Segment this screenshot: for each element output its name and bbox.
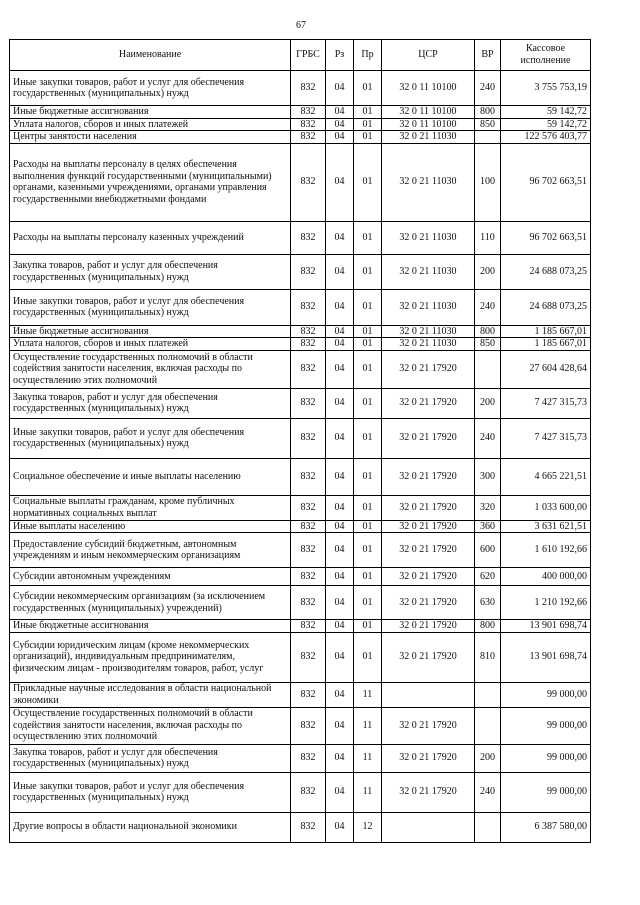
cell-grbs: 832 bbox=[291, 254, 326, 289]
cell-name: Осуществление государственных полномочий в области содействия занятости населения, включая расходы по осуществлению этих полномочий bbox=[10, 350, 291, 388]
cell-amount: 3 755 753,19 bbox=[501, 71, 591, 106]
cell-rz: 04 bbox=[326, 118, 354, 131]
cell-csr: 32 0 21 17920 bbox=[382, 495, 475, 520]
table-row bbox=[10, 289, 591, 325]
cell-rz: 04 bbox=[326, 388, 354, 418]
cell-amount: 1 185 667,01 bbox=[501, 325, 591, 338]
cell-rz: 04 bbox=[326, 568, 354, 586]
cell-csr: 32 0 21 11030 bbox=[382, 325, 475, 338]
table-row bbox=[10, 325, 591, 338]
table-row bbox=[10, 458, 591, 495]
cell-pr: 01 bbox=[354, 418, 382, 458]
cell-csr: 32 0 21 17920 bbox=[382, 568, 475, 586]
cell-pr: 01 bbox=[354, 221, 382, 254]
table-row bbox=[10, 707, 591, 744]
header-name: Наименование bbox=[10, 40, 291, 71]
cell-amount: 99 000,00 bbox=[501, 707, 591, 744]
cell-rz: 04 bbox=[326, 254, 354, 289]
cell-name: Центры занятости населения bbox=[10, 131, 291, 144]
table-row bbox=[10, 254, 591, 289]
cell-csr: 32 0 21 17920 bbox=[382, 586, 475, 620]
cell-vr bbox=[475, 350, 501, 388]
cell-csr: 32 0 21 11030 bbox=[382, 338, 475, 351]
cell-amount: 99 000,00 bbox=[501, 744, 591, 772]
cell-rz: 04 bbox=[326, 338, 354, 351]
header-grbs: ГРБС bbox=[291, 40, 326, 71]
cell-pr: 11 bbox=[354, 682, 382, 707]
cell-vr: 800 bbox=[475, 620, 501, 633]
cell-pr: 12 bbox=[354, 812, 382, 842]
cell-amount: 1 033 600,00 bbox=[501, 495, 591, 520]
cell-vr: 810 bbox=[475, 632, 501, 682]
cell-vr: 200 bbox=[475, 254, 501, 289]
cell-pr: 01 bbox=[354, 118, 382, 131]
table-row bbox=[10, 586, 591, 620]
cell-rz: 04 bbox=[326, 106, 354, 119]
cell-rz: 04 bbox=[326, 533, 354, 568]
cell-rz: 04 bbox=[326, 131, 354, 144]
cell-pr: 01 bbox=[354, 533, 382, 568]
cell-csr: 32 0 21 17920 bbox=[382, 707, 475, 744]
cell-name: Закупка товаров, работ и услуг для обеспечения государственных (муниципальных) нужд bbox=[10, 388, 291, 418]
cell-amount: 96 702 663,51 bbox=[501, 221, 591, 254]
cell-vr: 240 bbox=[475, 418, 501, 458]
cell-vr: 240 bbox=[475, 772, 501, 812]
table-row bbox=[10, 520, 591, 533]
cell-grbs: 832 bbox=[291, 744, 326, 772]
cell-pr: 01 bbox=[354, 388, 382, 418]
cell-name: Социальное обеспечение и иные выплаты населению bbox=[10, 458, 291, 495]
cell-rz: 04 bbox=[326, 143, 354, 221]
cell-grbs: 832 bbox=[291, 106, 326, 119]
cell-vr: 620 bbox=[475, 568, 501, 586]
cell-name: Иные бюджетные ассигнования bbox=[10, 325, 291, 338]
cell-pr: 01 bbox=[354, 325, 382, 338]
cell-rz: 04 bbox=[326, 682, 354, 707]
cell-pr: 01 bbox=[354, 520, 382, 533]
cell-name: Расходы на выплаты персоналу казенных учреждений bbox=[10, 221, 291, 254]
cell-csr: 32 0 21 17920 bbox=[382, 533, 475, 568]
cell-grbs: 832 bbox=[291, 495, 326, 520]
cell-vr bbox=[475, 682, 501, 707]
cell-rz: 04 bbox=[326, 632, 354, 682]
cell-grbs: 832 bbox=[291, 772, 326, 812]
table-row bbox=[10, 568, 591, 586]
cell-vr: 850 bbox=[475, 338, 501, 351]
cell-vr: 800 bbox=[475, 325, 501, 338]
cell-amount: 99 000,00 bbox=[501, 682, 591, 707]
cell-vr: 800 bbox=[475, 106, 501, 119]
cell-amount: 400 000,00 bbox=[501, 568, 591, 586]
cell-rz: 04 bbox=[326, 586, 354, 620]
cell-name: Иные закупки товаров, работ и услуг для обеспечения государственных (муниципальных) нужд bbox=[10, 71, 291, 106]
cell-csr: 32 0 21 17920 bbox=[382, 744, 475, 772]
cell-pr: 01 bbox=[354, 71, 382, 106]
cell-grbs: 832 bbox=[291, 350, 326, 388]
cell-vr: 110 bbox=[475, 221, 501, 254]
table-row bbox=[10, 495, 591, 520]
cell-vr: 300 bbox=[475, 458, 501, 495]
cell-pr: 11 bbox=[354, 707, 382, 744]
cell-grbs: 832 bbox=[291, 682, 326, 707]
cell-pr: 11 bbox=[354, 744, 382, 772]
cell-rz: 04 bbox=[326, 418, 354, 458]
cell-amount: 4 665 221,51 bbox=[501, 458, 591, 495]
header-vr: ВР bbox=[475, 40, 501, 71]
table-row bbox=[10, 772, 591, 812]
cell-name: Иные выплаты населению bbox=[10, 520, 291, 533]
cell-amount: 24 688 073,25 bbox=[501, 289, 591, 325]
table-row bbox=[10, 632, 591, 682]
cell-vr: 240 bbox=[475, 71, 501, 106]
table-row bbox=[10, 533, 591, 568]
cell-grbs: 832 bbox=[291, 71, 326, 106]
cell-vr: 240 bbox=[475, 289, 501, 325]
cell-vr: 320 bbox=[475, 495, 501, 520]
cell-name: Осуществление государственных полномочий в области содействия занятости населения, включая расходы по осуществлению этих полномочий bbox=[10, 707, 291, 744]
cell-grbs: 832 bbox=[291, 418, 326, 458]
cell-grbs: 832 bbox=[291, 707, 326, 744]
cell-vr: 850 bbox=[475, 118, 501, 131]
cell-grbs: 832 bbox=[291, 131, 326, 144]
cell-grbs: 832 bbox=[291, 520, 326, 533]
cell-amount: 99 000,00 bbox=[501, 772, 591, 812]
cell-grbs: 832 bbox=[291, 338, 326, 351]
cell-pr: 01 bbox=[354, 458, 382, 495]
cell-rz: 04 bbox=[326, 520, 354, 533]
table-row bbox=[10, 71, 591, 106]
table-row bbox=[10, 106, 591, 119]
cell-vr: 200 bbox=[475, 744, 501, 772]
cell-amount: 24 688 073,25 bbox=[501, 254, 591, 289]
cell-grbs: 832 bbox=[291, 586, 326, 620]
cell-csr: 32 0 21 17920 bbox=[382, 418, 475, 458]
cell-amount: 59 142,72 bbox=[501, 106, 591, 119]
cell-grbs: 832 bbox=[291, 620, 326, 633]
header-amount: Кассовое исполнение bbox=[501, 40, 591, 71]
cell-amount: 27 604 428,64 bbox=[501, 350, 591, 388]
table-row bbox=[10, 682, 591, 707]
cell-pr: 01 bbox=[354, 131, 382, 144]
table-row bbox=[10, 744, 591, 772]
cell-pr: 01 bbox=[354, 568, 382, 586]
cell-csr: 32 0 21 17920 bbox=[382, 388, 475, 418]
cell-grbs: 832 bbox=[291, 812, 326, 842]
cell-pr: 11 bbox=[354, 772, 382, 812]
cell-name: Субсидии юридическим лицам (кроме некоммерческих организаций), индивидуальным предпринимателям, физическим лицам - производителям товаров, работ, услуг bbox=[10, 632, 291, 682]
cell-name: Иные закупки товаров, работ и услуг для обеспечения государственных (муниципальных) нужд bbox=[10, 772, 291, 812]
cell-name: Расходы на выплаты персоналу в целях обеспечения выполнения функций государственными (муниципальными) органами, казенными учреждениями, органами управления государственными внебюджетными фондами bbox=[10, 143, 291, 221]
cell-vr bbox=[475, 812, 501, 842]
page-number: 67 bbox=[296, 20, 306, 31]
cell-pr: 01 bbox=[354, 632, 382, 682]
cell-csr: 32 0 11 10100 bbox=[382, 71, 475, 106]
cell-amount: 122 576 403,77 bbox=[501, 131, 591, 144]
cell-rz: 04 bbox=[326, 707, 354, 744]
table-row bbox=[10, 143, 591, 221]
cell-pr: 01 bbox=[354, 586, 382, 620]
cell-vr bbox=[475, 131, 501, 144]
cell-pr: 01 bbox=[354, 289, 382, 325]
cell-pr: 01 bbox=[354, 143, 382, 221]
cell-amount: 13 901 698,74 bbox=[501, 632, 591, 682]
cell-csr: 32 0 21 17920 bbox=[382, 632, 475, 682]
table-row bbox=[10, 350, 591, 388]
cell-csr: 32 0 21 17920 bbox=[382, 620, 475, 633]
header-pr: Пр bbox=[354, 40, 382, 71]
cell-amount: 1 185 667,01 bbox=[501, 338, 591, 351]
table-row bbox=[10, 131, 591, 144]
header-rz: Рз bbox=[326, 40, 354, 71]
table-row bbox=[10, 620, 591, 633]
cell-csr: 32 0 11 10100 bbox=[382, 118, 475, 131]
cell-grbs: 832 bbox=[291, 458, 326, 495]
cell-name: Уплата налогов, сборов и иных платежей bbox=[10, 118, 291, 131]
cell-name: Социальные выплаты гражданам, кроме публичных нормативных социальных выплат bbox=[10, 495, 291, 520]
cell-rz: 04 bbox=[326, 221, 354, 254]
cell-vr: 600 bbox=[475, 533, 501, 568]
cell-rz: 04 bbox=[326, 350, 354, 388]
header-csr: ЦСР bbox=[382, 40, 475, 71]
cell-csr: 32 0 21 11030 bbox=[382, 289, 475, 325]
cell-amount: 59 142,72 bbox=[501, 118, 591, 131]
cell-amount: 3 631 621,51 bbox=[501, 520, 591, 533]
cell-rz: 04 bbox=[326, 289, 354, 325]
table-row bbox=[10, 221, 591, 254]
cell-amount: 13 901 698,74 bbox=[501, 620, 591, 633]
cell-csr: 32 0 21 17920 bbox=[382, 350, 475, 388]
cell-rz: 04 bbox=[326, 620, 354, 633]
cell-csr: 32 0 21 11030 bbox=[382, 221, 475, 254]
cell-csr: 32 0 21 17920 bbox=[382, 772, 475, 812]
cell-grbs: 832 bbox=[291, 118, 326, 131]
cell-grbs: 832 bbox=[291, 632, 326, 682]
cell-name: Иные бюджетные ассигнования bbox=[10, 620, 291, 633]
cell-csr bbox=[382, 682, 475, 707]
cell-grbs: 832 bbox=[291, 388, 326, 418]
cell-pr: 01 bbox=[354, 350, 382, 388]
cell-name: Предоставление субсидий бюджетным, автономным учреждениям и иным некоммерческим организациям bbox=[10, 533, 291, 568]
cell-vr: 200 bbox=[475, 388, 501, 418]
cell-pr: 01 bbox=[354, 495, 382, 520]
cell-name: Субсидии некоммерческим организациям (за исключением государственных (муниципальных) учреждений) bbox=[10, 586, 291, 620]
cell-rz: 04 bbox=[326, 458, 354, 495]
cell-rz: 04 bbox=[326, 772, 354, 812]
cell-vr: 360 bbox=[475, 520, 501, 533]
cell-name: Иные бюджетные ассигнования bbox=[10, 106, 291, 119]
cell-name: Иные закупки товаров, работ и услуг для обеспечения государственных (муниципальных) нужд bbox=[10, 289, 291, 325]
cell-amount: 1 210 192,66 bbox=[501, 586, 591, 620]
table-row bbox=[10, 388, 591, 418]
cell-pr: 01 bbox=[354, 106, 382, 119]
cell-amount: 1 610 192,66 bbox=[501, 533, 591, 568]
table-row bbox=[10, 418, 591, 458]
cell-name: Иные закупки товаров, работ и услуг для обеспечения государственных (муниципальных) нужд bbox=[10, 418, 291, 458]
cell-name: Прикладные научные исследования в области национальной экономики bbox=[10, 682, 291, 707]
cell-amount: 7 427 315,73 bbox=[501, 418, 591, 458]
cell-grbs: 832 bbox=[291, 533, 326, 568]
cell-amount: 6 387 580,00 bbox=[501, 812, 591, 842]
cell-csr: 32 0 21 11030 bbox=[382, 143, 475, 221]
budget-execution-table bbox=[9, 39, 591, 843]
table-row bbox=[10, 118, 591, 131]
cell-rz: 04 bbox=[326, 744, 354, 772]
cell-csr bbox=[382, 812, 475, 842]
cell-name: Другие вопросы в области национальной экономики bbox=[10, 812, 291, 842]
cell-amount: 7 427 315,73 bbox=[501, 388, 591, 418]
table-header-row bbox=[10, 40, 591, 71]
cell-csr: 32 0 21 17920 bbox=[382, 458, 475, 495]
cell-name: Закупка товаров, работ и услуг для обеспечения государственных (муниципальных) нужд bbox=[10, 744, 291, 772]
cell-amount: 96 702 663,51 bbox=[501, 143, 591, 221]
cell-pr: 01 bbox=[354, 338, 382, 351]
cell-vr: 630 bbox=[475, 586, 501, 620]
cell-name: Уплата налогов, сборов и иных платежей bbox=[10, 338, 291, 351]
cell-grbs: 832 bbox=[291, 325, 326, 338]
cell-grbs: 832 bbox=[291, 221, 326, 254]
cell-grbs: 832 bbox=[291, 568, 326, 586]
cell-csr: 32 0 21 11030 bbox=[382, 254, 475, 289]
table-row bbox=[10, 338, 591, 351]
cell-name: Субсидии автономным учреждениям bbox=[10, 568, 291, 586]
cell-pr: 01 bbox=[354, 254, 382, 289]
table-body bbox=[10, 71, 591, 843]
cell-vr bbox=[475, 707, 501, 744]
cell-csr: 32 0 11 10100 bbox=[382, 106, 475, 119]
cell-pr: 01 bbox=[354, 620, 382, 633]
cell-csr: 32 0 21 11030 bbox=[382, 131, 475, 144]
cell-vr: 100 bbox=[475, 143, 501, 221]
cell-grbs: 832 bbox=[291, 143, 326, 221]
cell-rz: 04 bbox=[326, 71, 354, 106]
cell-name: Закупка товаров, работ и услуг для обеспечения государственных (муниципальных) нужд bbox=[10, 254, 291, 289]
cell-csr: 32 0 21 17920 bbox=[382, 520, 475, 533]
table-row bbox=[10, 812, 591, 842]
cell-grbs: 832 bbox=[291, 289, 326, 325]
cell-rz: 04 bbox=[326, 325, 354, 338]
cell-rz: 04 bbox=[326, 495, 354, 520]
cell-rz: 04 bbox=[326, 812, 354, 842]
